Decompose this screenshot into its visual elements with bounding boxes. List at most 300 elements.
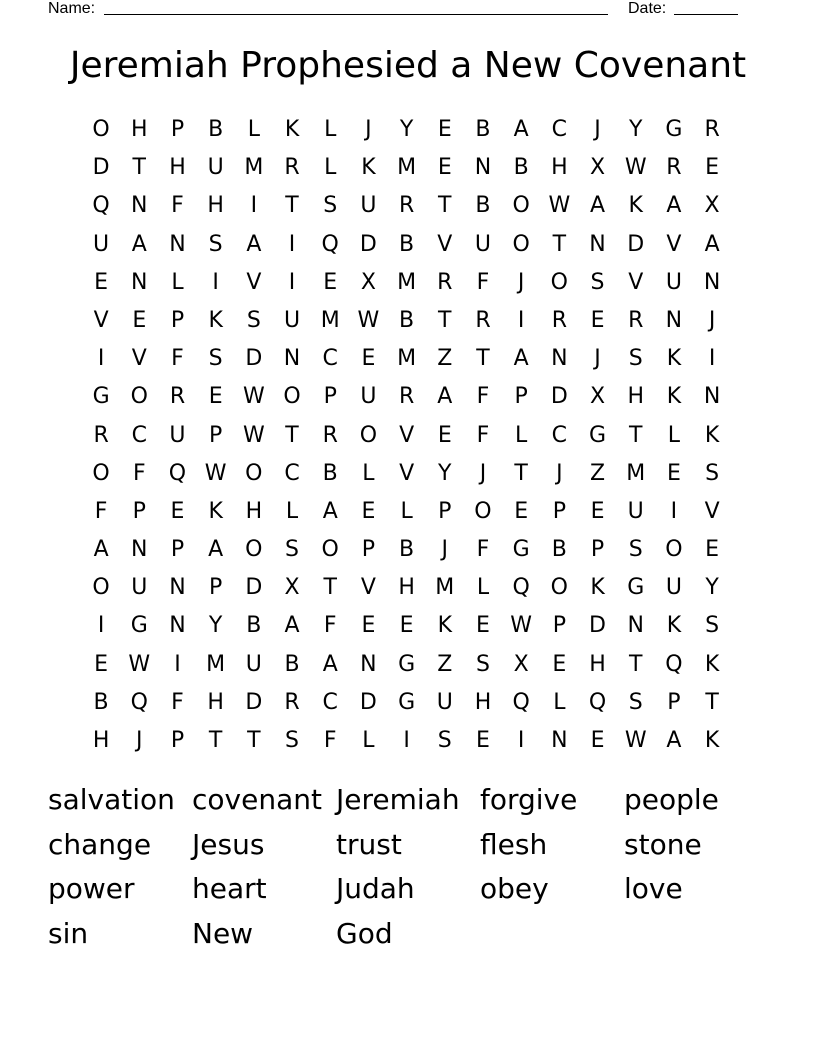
grid-letter[interactable]: X bbox=[589, 155, 606, 181]
grid-letter[interactable]: N bbox=[665, 307, 683, 333]
grid-letter[interactable]: A bbox=[704, 231, 720, 257]
grid-letter[interactable]: E bbox=[132, 307, 147, 333]
grid-letter[interactable]: U bbox=[627, 498, 644, 524]
grid-letter[interactable]: O bbox=[550, 269, 568, 295]
grid-letter[interactable]: Q bbox=[512, 689, 530, 715]
grid-letter[interactable]: M bbox=[397, 269, 417, 295]
grid-letter[interactable]: N bbox=[627, 613, 644, 639]
grid-letter[interactable]: P bbox=[132, 498, 146, 524]
grid-letter[interactable]: Z bbox=[437, 651, 453, 677]
grid-letter[interactable]: O bbox=[512, 193, 530, 219]
grid-letter[interactable]: H bbox=[398, 575, 415, 601]
grid-letter[interactable]: E bbox=[514, 498, 529, 524]
grid-letter[interactable]: K bbox=[590, 575, 605, 601]
grid-letter[interactable]: Q bbox=[168, 460, 187, 486]
grid-letter[interactable]: H bbox=[207, 193, 224, 219]
grid-letter[interactable]: P bbox=[170, 728, 185, 753]
grid-letter[interactable]: I bbox=[288, 269, 296, 295]
grid-letter[interactable]: S bbox=[590, 269, 605, 295]
grid-letter[interactable]: A bbox=[513, 117, 529, 142]
grid-letter[interactable]: B bbox=[399, 307, 415, 333]
date-blank-line[interactable] bbox=[674, 14, 738, 15]
grid-letter[interactable]: C bbox=[284, 460, 300, 486]
grid-letter[interactable]: F bbox=[476, 269, 490, 295]
grid-letter[interactable]: A bbox=[208, 537, 224, 563]
grid-letter[interactable]: O bbox=[550, 575, 568, 601]
grid-letter[interactable]: H bbox=[245, 498, 263, 524]
grid-letter[interactable]: M bbox=[244, 155, 264, 181]
grid-letter[interactable]: G bbox=[627, 575, 645, 601]
grid-letter[interactable]: P bbox=[667, 689, 681, 715]
grid-letter[interactable]: Z bbox=[437, 346, 453, 372]
grid-letter[interactable]: W bbox=[548, 193, 571, 219]
name-blank-line[interactable] bbox=[104, 14, 608, 15]
word-bank-item: love bbox=[624, 872, 683, 906]
grid-letter[interactable]: L bbox=[362, 728, 375, 753]
grid-letter[interactable]: Y bbox=[208, 613, 223, 639]
grid-letter[interactable]: I bbox=[212, 269, 219, 295]
grid-letter[interactable]: N bbox=[131, 537, 148, 563]
grid-letter[interactable]: B bbox=[399, 537, 415, 563]
grid-letter[interactable]: N bbox=[131, 269, 148, 295]
grid-letter[interactable]: E bbox=[476, 613, 490, 639]
grid-letter[interactable]: V bbox=[399, 460, 415, 486]
grid-letter[interactable]: M bbox=[397, 346, 417, 372]
grid-letter[interactable]: F bbox=[476, 537, 490, 563]
grid-letter[interactable]: J bbox=[594, 117, 601, 142]
grid-letter[interactable]: M bbox=[206, 651, 226, 677]
word-bank-item: stone bbox=[624, 827, 702, 861]
grid-letter[interactable]: N bbox=[360, 651, 377, 677]
grid-letter[interactable]: T bbox=[628, 651, 643, 677]
grid-letter[interactable]: H bbox=[131, 117, 148, 142]
grid-letter[interactable]: R bbox=[398, 193, 415, 219]
grid-letter[interactable]: P bbox=[209, 575, 223, 601]
grid-letter[interactable]: Q bbox=[92, 193, 110, 219]
grid-letter[interactable]: E bbox=[476, 728, 490, 753]
grid-letter[interactable]: R bbox=[322, 422, 338, 448]
grid-letter[interactable]: U bbox=[665, 269, 682, 295]
grid-letter[interactable]: O bbox=[474, 498, 492, 524]
grid-letter[interactable]: Y bbox=[705, 575, 719, 601]
grid-letter[interactable]: F bbox=[171, 689, 184, 715]
grid-letter[interactable]: P bbox=[438, 498, 452, 524]
grid-letter[interactable]: R bbox=[551, 307, 567, 333]
grid-letter[interactable]: T bbox=[628, 422, 643, 448]
grid-letter[interactable]: N bbox=[169, 575, 186, 601]
grid-letter[interactable]: W bbox=[624, 155, 647, 181]
grid-letter[interactable]: A bbox=[93, 537, 109, 563]
grid-letter[interactable]: P bbox=[170, 307, 185, 333]
grid-letter[interactable]: E bbox=[437, 117, 452, 142]
grid-letter[interactable]: W bbox=[242, 384, 265, 410]
grid-letter[interactable]: P bbox=[514, 384, 528, 410]
grid-letter[interactable]: G bbox=[665, 117, 683, 142]
grid-letter[interactable]: A bbox=[666, 193, 682, 219]
word-bank-item: change bbox=[48, 827, 152, 861]
grid-letter[interactable]: J bbox=[136, 728, 143, 753]
grid-letter[interactable]: X bbox=[513, 651, 529, 677]
grid-letter[interactable]: F bbox=[171, 193, 184, 219]
grid-letter[interactable]: A bbox=[131, 231, 147, 257]
grid-letter[interactable]: I bbox=[250, 193, 258, 219]
grid-letter[interactable]: W bbox=[624, 728, 647, 753]
grid-letter[interactable]: B bbox=[208, 117, 224, 142]
grid-letter[interactable]: L bbox=[515, 422, 528, 448]
grid-letter[interactable]: T bbox=[132, 155, 146, 181]
grid-letter[interactable]: U bbox=[207, 155, 224, 181]
grid-letter[interactable]: S bbox=[285, 728, 300, 753]
grid-letter[interactable]: J bbox=[479, 460, 487, 486]
grid-letter[interactable]: E bbox=[361, 346, 376, 372]
grid-letter[interactable]: S bbox=[323, 193, 338, 219]
grid-letter[interactable]: A bbox=[666, 728, 682, 753]
grid-letter[interactable]: I bbox=[517, 728, 525, 753]
grid-letter[interactable]: M bbox=[397, 155, 417, 181]
grid-letter[interactable]: E bbox=[666, 460, 681, 486]
grid-letter[interactable]: D bbox=[245, 575, 263, 601]
grid-letter[interactable]: V bbox=[93, 307, 109, 333]
grid-letter[interactable]: T bbox=[514, 460, 528, 486]
grid-letter[interactable]: S bbox=[628, 537, 643, 563]
grid-letter[interactable]: V bbox=[704, 498, 720, 524]
grid-letter[interactable]: A bbox=[513, 346, 529, 372]
grid-letter[interactable]: V bbox=[131, 346, 147, 372]
grid-letter[interactable]: T bbox=[208, 728, 223, 753]
word-bank-item: covenant bbox=[192, 783, 322, 816]
grid-letter[interactable]: F bbox=[476, 384, 490, 410]
grid-letter[interactable]: V bbox=[437, 231, 453, 257]
grid-letter[interactable]: D bbox=[359, 689, 377, 715]
grid-letter[interactable]: C bbox=[131, 422, 147, 448]
grid-letter[interactable]: O bbox=[92, 575, 110, 601]
grid-letter[interactable]: Y bbox=[438, 460, 452, 486]
grid-letter[interactable]: I bbox=[670, 498, 678, 524]
grid-letter[interactable]: G bbox=[398, 651, 416, 677]
grid-letter[interactable]: P bbox=[552, 613, 566, 639]
grid-letter[interactable]: R bbox=[475, 307, 491, 333]
grid-letter[interactable]: G bbox=[398, 689, 416, 715]
grid-letter[interactable]: I bbox=[174, 651, 181, 677]
grid-letter[interactable]: D bbox=[245, 689, 263, 715]
grid-letter[interactable]: K bbox=[208, 498, 223, 524]
grid-letter[interactable]: X bbox=[704, 193, 720, 219]
grid-letter[interactable]: S bbox=[208, 231, 223, 257]
grid-letter[interactable]: D bbox=[245, 346, 263, 372]
grid-letter[interactable]: O bbox=[245, 537, 263, 563]
grid-letter[interactable]: A bbox=[284, 613, 300, 639]
grid-letter[interactable]: B bbox=[399, 231, 415, 257]
grid-letter[interactable]: F bbox=[323, 728, 337, 753]
grid-letter[interactable]: O bbox=[245, 460, 263, 486]
grid-letter[interactable]: Q bbox=[130, 689, 148, 715]
grid-letter[interactable]: K bbox=[666, 613, 682, 639]
grid-letter[interactable]: X bbox=[589, 384, 606, 410]
grid-letter[interactable]: L bbox=[324, 155, 337, 181]
grid-letter[interactable]: P bbox=[170, 537, 185, 563]
grid-letter[interactable]: R bbox=[704, 117, 720, 142]
grid-letter[interactable]: S bbox=[628, 689, 643, 715]
grid-letter[interactable]: M bbox=[320, 307, 340, 333]
grid-letter[interactable]: O bbox=[130, 384, 148, 410]
grid-letter[interactable]: Q bbox=[512, 575, 530, 601]
grid-letter[interactable]: D bbox=[550, 384, 568, 410]
grid-letter[interactable]: K bbox=[666, 384, 682, 410]
grid-letter[interactable]: F bbox=[323, 613, 337, 639]
grid-letter[interactable]: D bbox=[627, 231, 645, 257]
grid-letter[interactable]: V bbox=[628, 269, 644, 295]
grid-letter[interactable]: H bbox=[474, 689, 492, 715]
grid-letter[interactable]: U bbox=[169, 422, 186, 448]
grid-letter[interactable]: E bbox=[437, 422, 452, 448]
grid-letter[interactable]: E bbox=[208, 384, 223, 410]
grid-letter[interactable]: I bbox=[403, 728, 410, 753]
grid-letter[interactable]: W bbox=[128, 651, 151, 677]
grid-letter[interactable]: K bbox=[361, 155, 376, 181]
grid-letter[interactable]: U bbox=[131, 575, 148, 601]
grid-letter[interactable]: E bbox=[94, 269, 109, 295]
grid-letter[interactable]: O bbox=[359, 422, 378, 448]
grid-letter[interactable]: R bbox=[666, 155, 682, 181]
grid-letter[interactable]: J bbox=[441, 537, 449, 563]
grid-letter[interactable]: H bbox=[627, 384, 644, 410]
grid-letter[interactable]: B bbox=[551, 537, 567, 563]
grid-letter[interactable]: O bbox=[283, 384, 301, 410]
grid-letter[interactable]: P bbox=[170, 117, 185, 142]
grid-letter[interactable]: B bbox=[284, 651, 300, 677]
grid-letter[interactable]: E bbox=[170, 498, 185, 524]
grid-letter[interactable]: L bbox=[476, 575, 490, 601]
grid-letter[interactable]: O bbox=[92, 117, 110, 142]
grid-letter[interactable]: D bbox=[359, 231, 377, 257]
grid-letter[interactable]: S bbox=[705, 613, 720, 639]
grid-letter[interactable]: Y bbox=[628, 117, 643, 142]
grid-letter[interactable]: C bbox=[322, 689, 338, 715]
grid-letter[interactable]: L bbox=[171, 269, 184, 295]
grid-letter[interactable]: I bbox=[97, 613, 105, 639]
grid-letter[interactable]: T bbox=[323, 575, 337, 601]
grid-letter[interactable]: S bbox=[705, 460, 720, 486]
grid-letter[interactable]: E bbox=[399, 613, 414, 639]
grid-letter[interactable]: L bbox=[553, 689, 566, 715]
grid-letter[interactable]: E bbox=[590, 498, 605, 524]
grid-letter[interactable]: I bbox=[517, 307, 525, 333]
grid-letter[interactable]: B bbox=[475, 193, 491, 219]
grid-letter[interactable]: T bbox=[552, 231, 567, 257]
grid-letter[interactable]: M bbox=[435, 575, 455, 601]
grid-letter[interactable]: T bbox=[438, 193, 452, 219]
word-bank-item: power bbox=[48, 872, 135, 906]
grid-letter[interactable]: E bbox=[705, 155, 720, 181]
grid-letter[interactable]: N bbox=[551, 728, 568, 753]
grid-letter[interactable]: U bbox=[245, 651, 262, 677]
grid-letter[interactable]: G bbox=[589, 422, 607, 448]
grid-letter[interactable]: O bbox=[512, 231, 530, 257]
grid-letter[interactable]: W bbox=[510, 613, 533, 639]
grid-letter[interactable]: S bbox=[628, 346, 643, 372]
grid-letter[interactable]: H bbox=[551, 155, 568, 181]
grid-letter[interactable]: O bbox=[321, 537, 339, 563]
grid-letter[interactable]: L bbox=[667, 422, 681, 448]
grid-letter[interactable]: U bbox=[360, 384, 377, 410]
grid-letter[interactable]: B bbox=[246, 613, 262, 639]
grid-letter[interactable]: U bbox=[665, 575, 682, 601]
grid-letter[interactable]: N bbox=[551, 346, 568, 372]
grid-letter[interactable]: J bbox=[594, 346, 601, 372]
grid-letter[interactable]: V bbox=[246, 269, 262, 295]
grid-letter[interactable]: V bbox=[666, 231, 682, 257]
grid-letter[interactable]: N bbox=[703, 384, 721, 410]
grid-letter[interactable]: F bbox=[132, 460, 146, 486]
grid-letter[interactable]: E bbox=[94, 651, 109, 677]
grid-letter[interactable]: S bbox=[285, 537, 300, 563]
word-search-grid bbox=[82, 111, 731, 760]
name-label: Name: bbox=[48, 0, 96, 17]
grid-letter[interactable]: K bbox=[628, 193, 643, 219]
grid-letter[interactable]: X bbox=[284, 575, 300, 601]
grid-letter[interactable]: Y bbox=[399, 117, 414, 142]
grid-letter[interactable]: B bbox=[475, 117, 491, 142]
grid-letter[interactable]: V bbox=[360, 575, 376, 601]
grid-letter[interactable]: G bbox=[130, 613, 148, 639]
grid-letter[interactable]: N bbox=[703, 269, 721, 295]
grid-letter[interactable]: N bbox=[589, 231, 606, 257]
grid-letter[interactable]: T bbox=[247, 728, 261, 753]
grid-letter[interactable]: P bbox=[590, 537, 605, 563]
grid-letter[interactable]: L bbox=[285, 498, 299, 524]
grid-letter[interactable]: A bbox=[322, 498, 338, 524]
grid-letter[interactable]: I bbox=[708, 346, 716, 372]
grid-letter[interactable]: Q bbox=[665, 651, 683, 677]
grid-letter[interactable]: R bbox=[93, 422, 109, 448]
grid-letter[interactable]: D bbox=[589, 613, 606, 639]
grid-letter[interactable]: R bbox=[628, 307, 644, 333]
grid-letter[interactable]: K bbox=[704, 651, 720, 677]
grid-letter[interactable]: N bbox=[131, 193, 148, 219]
grid-letter[interactable]: F bbox=[94, 498, 108, 524]
grid-letter[interactable]: U bbox=[283, 307, 301, 333]
grid-letter[interactable]: C bbox=[322, 346, 338, 372]
grid-letter[interactable]: J bbox=[517, 269, 525, 295]
grid-letter[interactable]: I bbox=[288, 231, 296, 257]
grid-letter[interactable]: C bbox=[551, 422, 568, 448]
grid-letter[interactable]: L bbox=[362, 460, 375, 486]
word-bank bbox=[48, 778, 768, 957]
grid-letter[interactable]: T bbox=[705, 689, 719, 715]
grid-letter[interactable]: U bbox=[474, 231, 492, 257]
grid-letter[interactable]: J bbox=[708, 307, 716, 333]
grid-letter[interactable]: E bbox=[590, 728, 605, 753]
grid-letter[interactable]: H bbox=[589, 651, 606, 677]
grid-letter[interactable]: K bbox=[437, 613, 452, 639]
grid-letter[interactable]: O bbox=[92, 460, 110, 486]
grid-letter[interactable]: I bbox=[97, 346, 105, 372]
grid-letter[interactable]: P bbox=[552, 498, 566, 524]
grid-letter[interactable]: K bbox=[704, 422, 720, 448]
grid-letter[interactable]: L bbox=[247, 117, 260, 142]
grid-letter[interactable]: B bbox=[513, 155, 529, 181]
grid-letter[interactable]: S bbox=[246, 307, 261, 333]
grid-letter[interactable]: O bbox=[665, 537, 683, 563]
grid-letter[interactable]: F bbox=[476, 422, 490, 448]
grid-letter[interactable]: H bbox=[207, 689, 224, 715]
grid-letter[interactable]: N bbox=[169, 231, 186, 257]
grid-letter[interactable]: K bbox=[208, 307, 223, 333]
grid-letter[interactable]: K bbox=[704, 728, 720, 753]
grid-letter[interactable]: C bbox=[551, 117, 568, 142]
grid-letter[interactable]: R bbox=[284, 689, 300, 715]
grid-letter[interactable]: J bbox=[365, 117, 372, 142]
grid-letter[interactable]: S bbox=[437, 728, 452, 753]
grid-letter[interactable]: B bbox=[322, 460, 338, 486]
grid-letter[interactable]: B bbox=[93, 689, 109, 715]
grid-letter[interactable]: U bbox=[93, 231, 110, 257]
grid-letter[interactable]: T bbox=[476, 346, 490, 372]
grid-letter[interactable]: Q bbox=[321, 231, 339, 257]
grid-letter[interactable]: F bbox=[171, 346, 184, 372]
grid-letter[interactable]: N bbox=[283, 346, 301, 372]
grid-letter[interactable]: W bbox=[204, 460, 227, 486]
grid-letter[interactable]: A bbox=[590, 193, 606, 219]
grid-letter[interactable]: N bbox=[474, 155, 492, 181]
grid-letter[interactable]: G bbox=[512, 537, 530, 563]
grid-letter[interactable]: E bbox=[705, 537, 720, 563]
grid-letter[interactable]: R bbox=[437, 269, 453, 295]
grid-letter[interactable]: M bbox=[626, 460, 646, 486]
grid-letter[interactable]: Q bbox=[588, 689, 607, 715]
grid-letter[interactable]: Z bbox=[589, 460, 606, 486]
grid-letter[interactable]: S bbox=[475, 651, 490, 677]
grid-letter[interactable]: V bbox=[399, 422, 415, 448]
grid-letter[interactable]: L bbox=[324, 117, 337, 142]
grid-letter[interactable]: E bbox=[590, 307, 605, 333]
grid-letter[interactable]: U bbox=[360, 193, 377, 219]
grid-letter[interactable]: X bbox=[360, 269, 376, 295]
grid-letter[interactable]: P bbox=[361, 537, 376, 563]
grid-letter[interactable]: E bbox=[552, 651, 567, 677]
grid-letter[interactable]: N bbox=[169, 613, 186, 639]
grid-letter[interactable]: H bbox=[92, 728, 110, 753]
grid-letter[interactable]: P bbox=[209, 422, 223, 448]
grid-letter[interactable]: A bbox=[246, 231, 262, 257]
grid-letter[interactable]: E bbox=[361, 498, 376, 524]
grid-letter[interactable]: K bbox=[666, 346, 682, 372]
grid-letter[interactable]: E bbox=[361, 613, 376, 639]
grid-letter[interactable]: R bbox=[398, 384, 415, 410]
word-bank-item: heart bbox=[192, 872, 267, 906]
grid-letter[interactable]: A bbox=[322, 651, 338, 677]
grid-letter[interactable]: K bbox=[284, 117, 300, 142]
grid-letter[interactable]: D bbox=[92, 155, 110, 181]
grid-letter[interactable]: U bbox=[436, 689, 453, 715]
grid-letter[interactable]: E bbox=[323, 269, 338, 295]
grid-letter[interactable]: J bbox=[556, 460, 563, 486]
grid-letter[interactable]: P bbox=[323, 384, 337, 410]
grid-letter[interactable]: S bbox=[208, 346, 223, 372]
grid-letter[interactable]: W bbox=[357, 307, 380, 333]
grid-letter[interactable]: W bbox=[242, 422, 265, 448]
grid-letter[interactable]: L bbox=[400, 498, 413, 524]
grid-letter[interactable]: A bbox=[437, 384, 453, 410]
grid-letter[interactable]: E bbox=[437, 155, 452, 181]
grid-letter[interactable]: T bbox=[285, 422, 299, 448]
grid-letter[interactable]: R bbox=[169, 384, 186, 410]
grid-letter[interactable]: T bbox=[285, 193, 299, 219]
grid-letter[interactable]: T bbox=[438, 307, 452, 333]
grid-letter[interactable]: R bbox=[284, 155, 300, 181]
grid-letter[interactable]: H bbox=[169, 155, 186, 181]
grid-letter[interactable]: G bbox=[92, 384, 110, 410]
